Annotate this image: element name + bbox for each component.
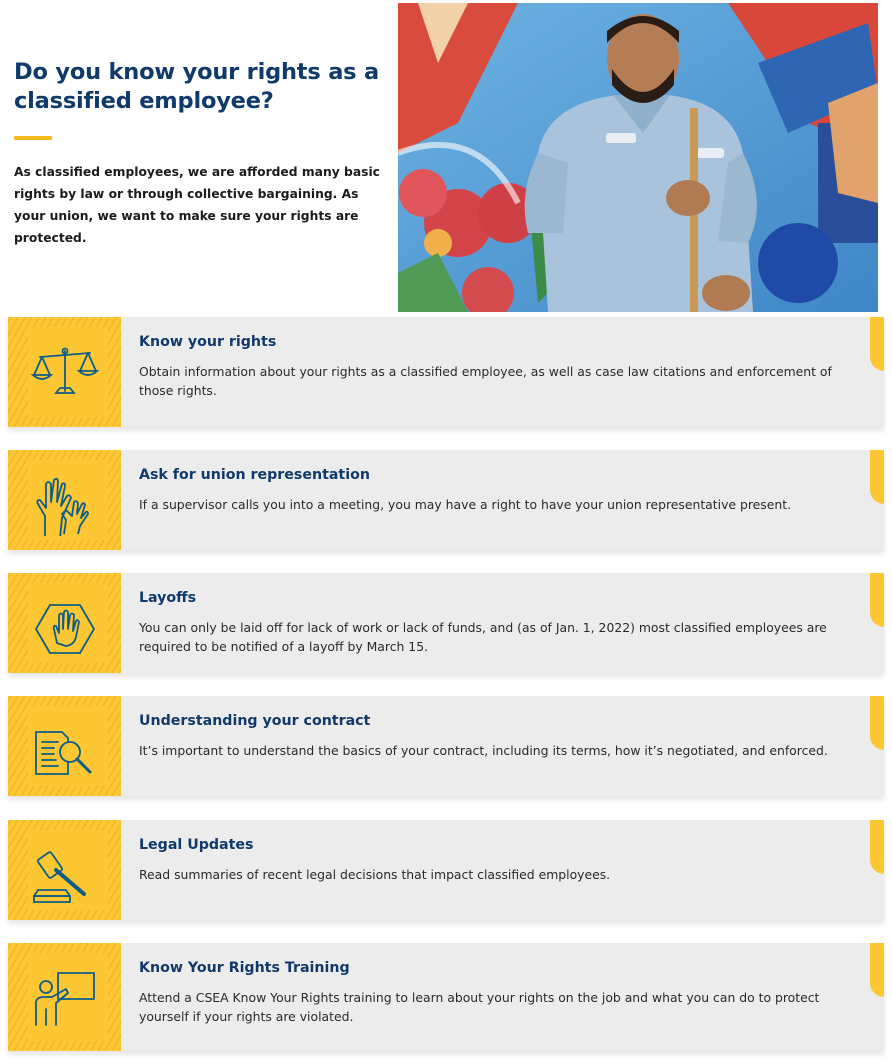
hero-text — [14, 58, 384, 249]
card-corner-tab — [870, 450, 884, 504]
card-corner-tab — [870, 696, 884, 750]
card-title[interactable]: Ask for union representation — [139, 467, 370, 483]
card-corner-tab — [870, 317, 884, 371]
card-icon-panel — [8, 450, 121, 550]
rights-card[interactable] — [8, 450, 884, 550]
card-description: It’s important to understand the basics of your contract, including its terms, how it’s negotiated, and enforced. — [139, 743, 828, 758]
card-corner-tab — [870, 943, 884, 997]
card-title[interactable]: Know Your Rights Training — [139, 960, 350, 976]
card-description: Obtain information about your rights as a classified employee, as well as case law citations and enforcement of those rights. — [139, 364, 832, 398]
card-icon-panel — [8, 943, 121, 1051]
rights-card[interactable] — [8, 943, 884, 1051]
card-title[interactable]: Layoffs — [139, 590, 197, 606]
card-title[interactable]: Legal Updates — [139, 837, 254, 853]
hero-description: As classified employees, we are afforded many basic rights by law or through collective bargaining. As your union, we want to make sure your rights are protected. — [14, 165, 380, 245]
card-corner-tab — [870, 820, 884, 874]
card-description: Read summaries of recent legal decisions that impact classified employees. — [139, 867, 611, 882]
card-icon-panel — [8, 317, 121, 427]
hero-section — [0, 0, 892, 312]
rights-card[interactable] — [8, 820, 884, 920]
page-title: Do you know your rights as a classified employee? — [14, 59, 379, 114]
worker-in-front-of-mural-photo — [398, 3, 878, 312]
card-icon-panel — [8, 573, 121, 673]
title-underline — [14, 136, 52, 140]
card-description: If a supervisor calls you into a meeting, you may have a right to have your union representative present. — [139, 497, 792, 512]
rights-card[interactable] — [8, 696, 884, 796]
card-icon-panel — [8, 820, 121, 920]
card-title[interactable]: Understanding your contract — [139, 713, 371, 729]
card-description: Attend a CSEA Know Your Rights training to learn about your rights on the job and what you can do to protect yourself if your rights are violated. — [139, 990, 820, 1024]
card-description: You can only be laid off for lack of work or lack of funds, and (as of Jan. 1, 2022) most classified employees are required to be notified of a layoff by March 15. — [139, 620, 827, 654]
rights-card[interactable] — [8, 573, 884, 673]
card-corner-tab — [870, 573, 884, 627]
card-icon-panel — [8, 696, 121, 796]
rights-card[interactable] — [8, 317, 884, 427]
card-title[interactable]: Know your rights — [139, 334, 277, 350]
